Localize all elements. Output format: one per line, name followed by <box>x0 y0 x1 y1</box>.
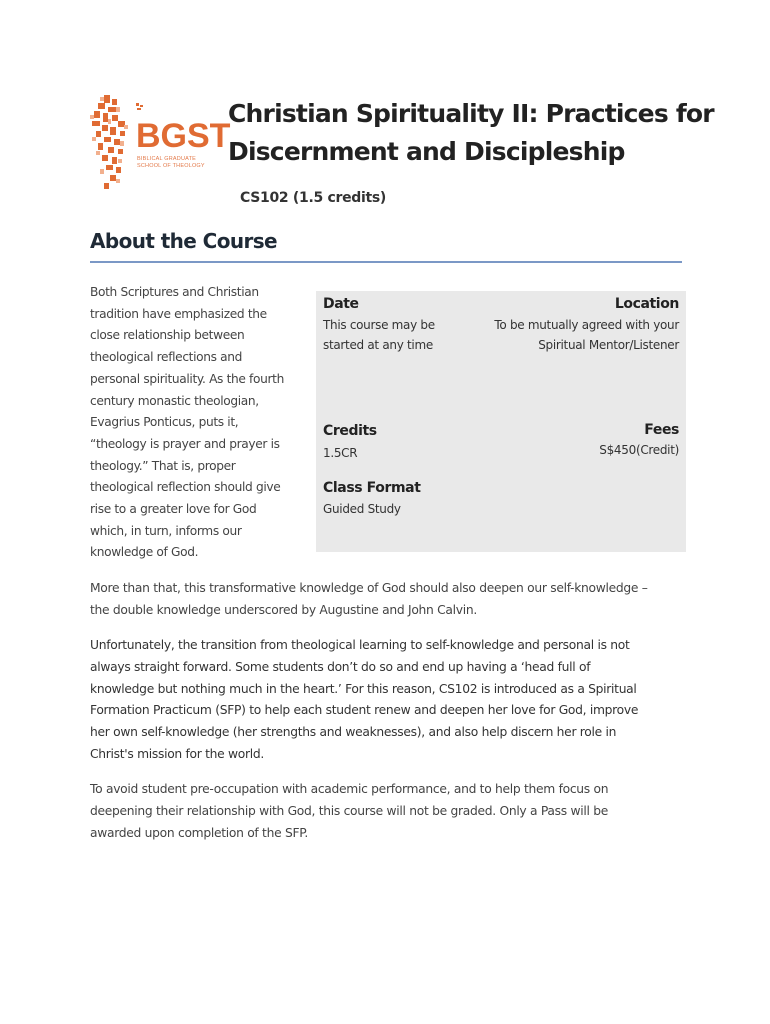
location-value-line: Spiritual Mentor/Listener <box>538 338 679 352</box>
location-value <box>494 315 679 355</box>
paragraph-line: deepening their relationship with God, this course will not be graded. Only a Pass will be <box>90 803 608 818</box>
intro-line: Evagrius Ponticus, puts it, <box>90 415 239 430</box>
intro-line: tradition have emphasized the <box>90 306 267 321</box>
intro-line: “theology is prayer and prayer is <box>90 436 280 451</box>
intro-line: close relationship between <box>90 328 245 343</box>
date-value-line: This course may be <box>323 318 435 332</box>
course-code: CS102 (1.5 credits) <box>240 190 387 206</box>
intro-line: knowledge of God. <box>90 545 199 560</box>
paragraph-line: Christ's mission for the world. <box>90 746 265 761</box>
date-value <box>323 315 435 355</box>
intro-line: personal spirituality. As the fourth <box>90 371 284 386</box>
course-info-box <box>316 291 686 552</box>
paragraph-line: her own self-knowledge (her strengths and weaknesses), and also help discern her role in <box>90 725 617 740</box>
location-label: Location <box>614 296 679 312</box>
fees-label: Fees <box>644 422 679 438</box>
body-paragraph-2 <box>90 635 690 766</box>
bgst-logo <box>90 93 231 193</box>
paragraph-line: Unfortunately, the transition from theological learning to self-knowledge and personal is not <box>90 638 630 652</box>
fees-value: S$450(Credit) <box>599 443 679 457</box>
credits-label: Credits <box>323 423 377 439</box>
body-paragraph-1 <box>90 578 690 622</box>
paragraph-line: awarded upon completion of the SFP. <box>90 825 309 840</box>
paragraph-line: knowledge but nothing much in the heart.’ For this reason, CS102 is introduced as a Spiritual <box>90 681 637 696</box>
intro-line: theological reflection should give <box>90 480 281 495</box>
class-format-label: Class Format <box>323 480 421 496</box>
date-label: Date <box>323 296 359 312</box>
logo-wordmark: BGST <box>136 117 231 155</box>
paragraph-line: Formation Practicum (SFP) to help each student renew and deepen her love for God, improve <box>90 703 639 718</box>
course-title-line: Christian Spirituality II: Practices for <box>228 99 714 128</box>
paragraph-line: To avoid student pre-occupation with academic performance, and to help them focus on <box>90 782 609 796</box>
section-heading: About the Course <box>90 229 278 253</box>
course-title <box>228 95 748 171</box>
body-paragraph-3 <box>90 779 690 844</box>
intro-line: theological reflections and <box>90 350 243 365</box>
date-value-line: started at any time <box>323 338 433 352</box>
intro-paragraph <box>90 282 308 564</box>
intro-line: century monastic theologian, <box>90 393 259 408</box>
intro-line: rise to a greater love for God <box>90 502 257 517</box>
credits-value: 1.5CR <box>323 446 358 460</box>
paragraph-line: always straight forward. Some students don’t do so and end up having a ‘head full of <box>90 659 591 674</box>
paragraph-line: More than that, this transformative knowledge of God should also deepen our self-knowledge – <box>90 581 648 595</box>
intro-line: which, in turn, informs our <box>90 523 242 538</box>
class-format-value: Guided Study <box>323 502 401 516</box>
location-value-line: To be mutually agreed with your <box>494 318 679 332</box>
section-divider <box>90 261 682 263</box>
logo-subtext: BIBLICAL GRADUATE SCHOOL OF THEOLOGY <box>137 156 205 169</box>
intro-line: Both Scriptures and Christian <box>90 285 259 299</box>
paragraph-line: the double knowledge underscored by Augustine and John Calvin. <box>90 602 477 617</box>
course-title-line: Discernment and Discipleship <box>228 137 625 166</box>
intro-line: theology.” That is, proper <box>90 458 236 473</box>
